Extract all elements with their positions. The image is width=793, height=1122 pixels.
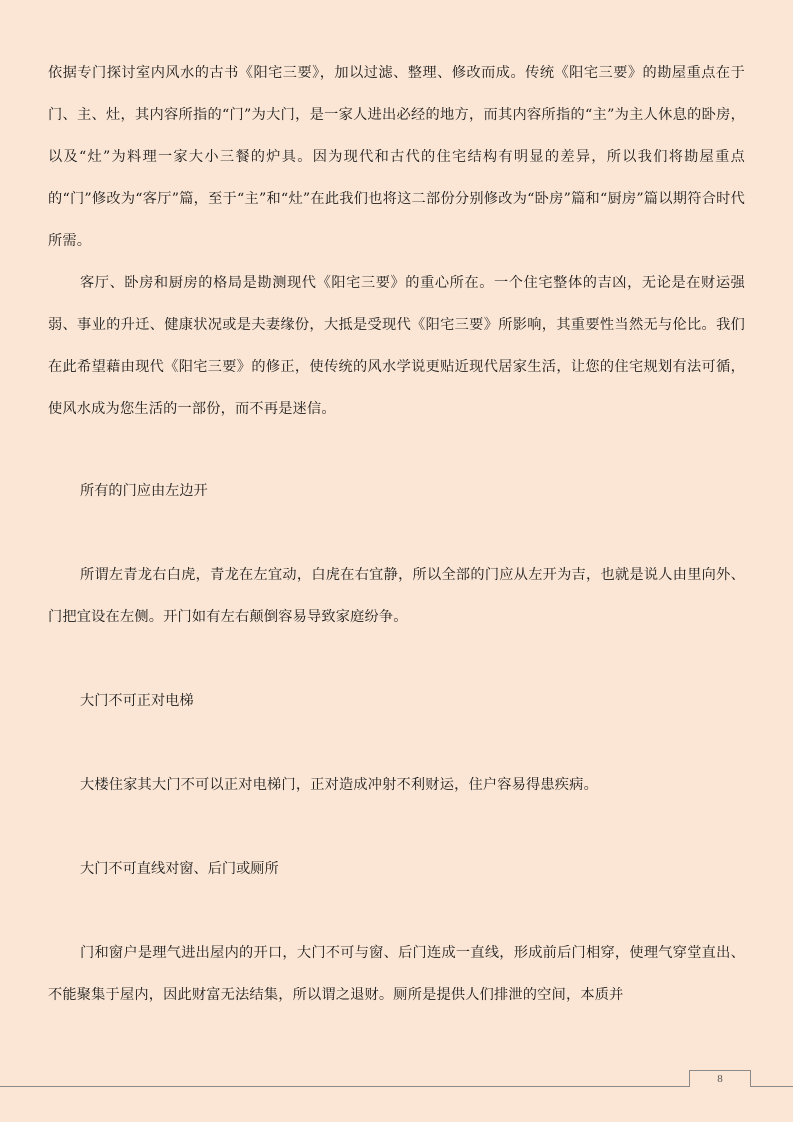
page-number: 8 bbox=[689, 1070, 751, 1087]
footer-divider bbox=[0, 1086, 793, 1087]
heading-door-elevator: 大门不可正对电梯 bbox=[80, 693, 194, 709]
spacer bbox=[48, 430, 745, 470]
spacer bbox=[48, 890, 745, 932]
heading-door-window: 大门不可直线对窗、后门或厕所 bbox=[80, 861, 279, 877]
paragraph-door-window: 门和窗户是理气进出屋内的开口，大门不可与窗、后门连成一直线，形成前后门相穿，使理气穿堂直出、不能聚集于屋内，因此财富无法结集，所以谓之退财。厕所是提供人们排泄的空间，本质并 bbox=[48, 945, 745, 1003]
paragraph-intro: 依据专门探讨室内风水的古书《阳宅三要》，加以过滤、整理、修改而成。传统《阳宅三要》的勘屋重点在于门、主、灶，其内容所指的“门”为大门，是一家人进出必经的地方，而其内容所指的“主”为主人休息的卧房，以及“灶”为料理一家大小三餐的炉具。因为现代和古代的住宅结构有明显的差异，所以我们将勘屋重点的“门”修改为“客厅”篇，至于“主”和“灶”在此我们也将这二部份分别修改为“卧房”篇和“厨房”篇以期符合时代所需。 bbox=[48, 65, 745, 249]
paragraph-door-elevator: 大楼住家其大门不可以正对电梯门，正对造成冲射不利财运，住户容易得患疾病。 bbox=[80, 777, 598, 793]
spacer bbox=[48, 806, 745, 848]
spacer bbox=[48, 638, 745, 680]
paragraph-importance: 客厅、卧房和厨房的格局是勘测现代《阳宅三要》的重心所在。一个住宅整体的吉凶，无论是在财运强弱、事业的升迁、健康状况或是夫妻缘份，大抵是受现代《阳宅三要》所影响，其重要性当然无与伦比。我们在此希望藉由现代《阳宅三要》的修正，使传统的风水学说更贴近现代居家生活，让您的住宅规划有法可循，使风水成为您生活的一部份，而不再是迷信。 bbox=[48, 275, 745, 417]
heading-door-left: 所有的门应由左边开 bbox=[80, 483, 208, 499]
document-body bbox=[48, 52, 745, 1016]
spacer bbox=[48, 512, 745, 554]
spacer bbox=[48, 722, 745, 764]
paragraph-door-left: 所谓左青龙右白虎，青龙在左宜动，白虎在右宜静，所以全部的门应从左开为吉，也就是说人由里向外、门把宜设在左侧。开门如有左右颠倒容易导致家庭纷争。 bbox=[48, 567, 745, 625]
